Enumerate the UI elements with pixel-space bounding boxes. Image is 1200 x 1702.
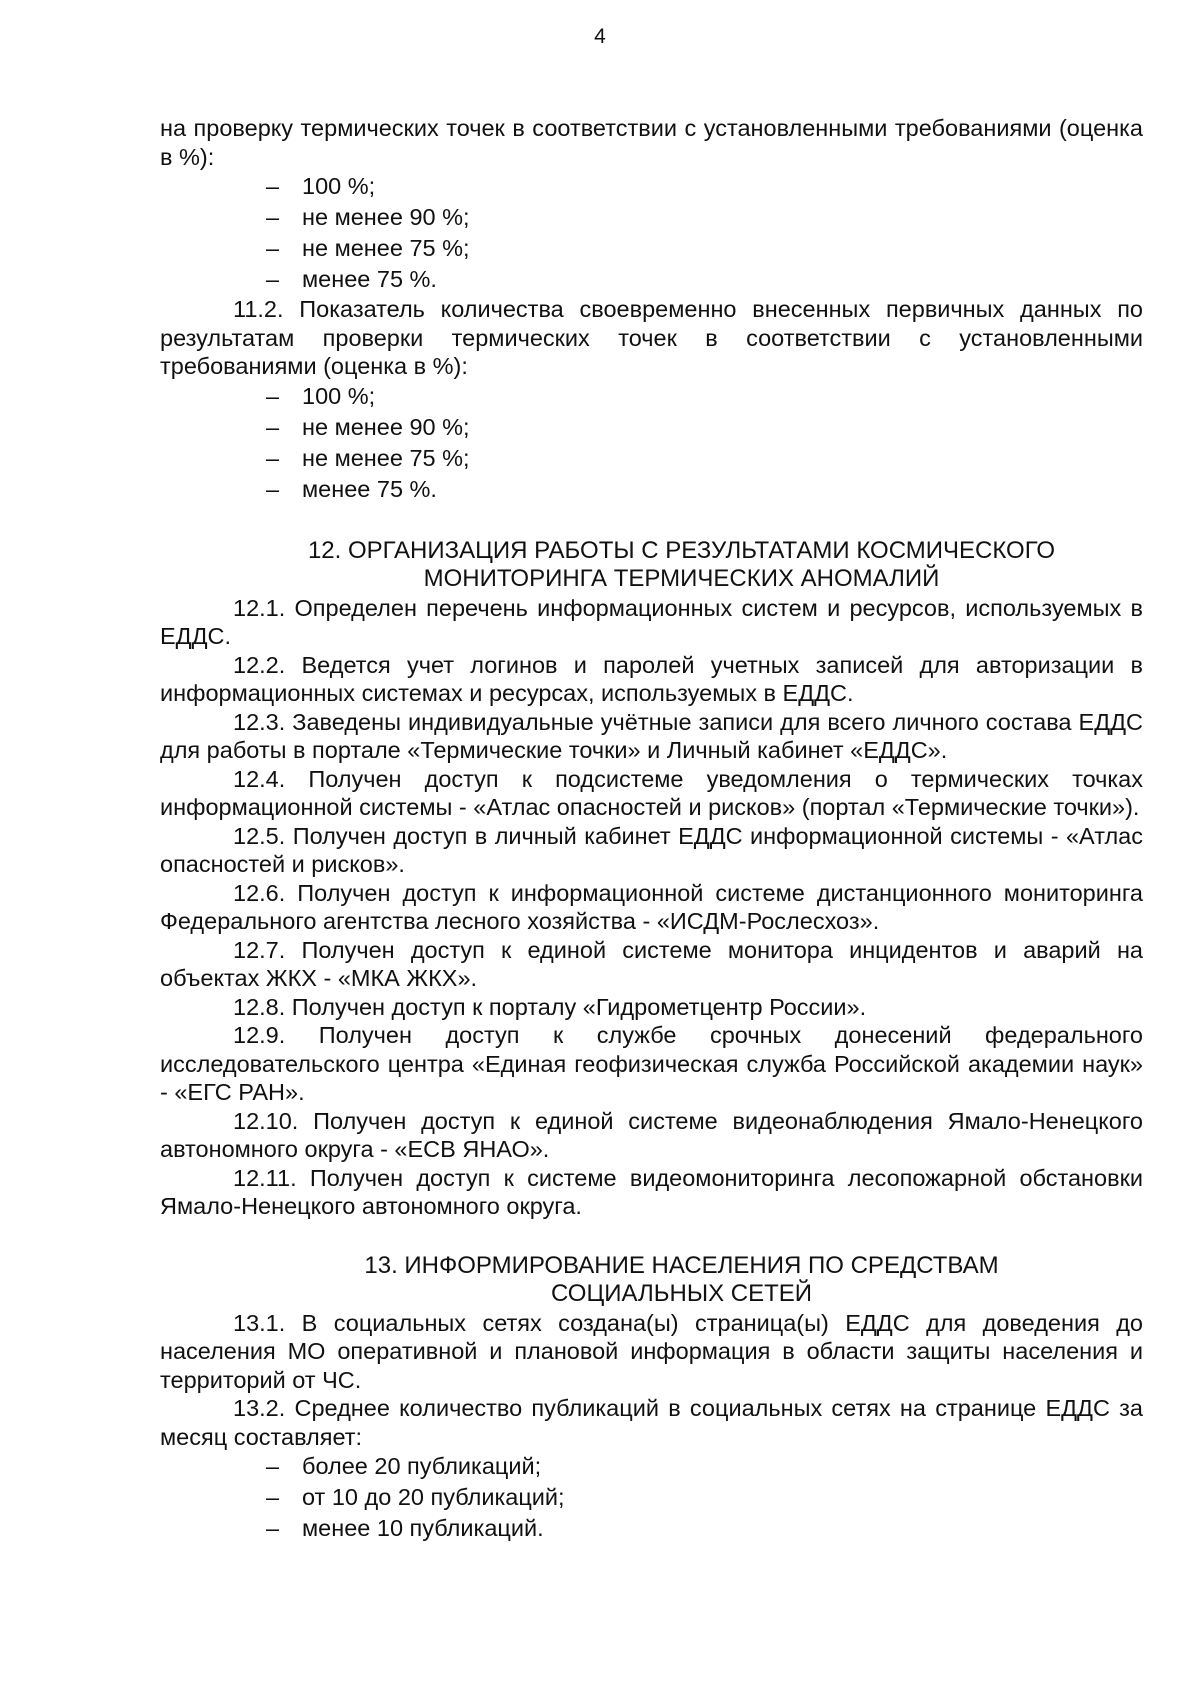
section-12-heading-line-1: 12. ОРГАНИЗАЦИЯ РАБОТЫ С РЕЗУЛЬТАТАМИ КОСМИЧЕСКОГО xyxy=(307,536,1056,564)
dash-marker: – xyxy=(266,173,280,199)
item-13-2-options-list xyxy=(160,1451,1143,1544)
intro-paragraph: на проверку термических точек в соответствии с установленными требованиями (оценка в %): xyxy=(160,115,1143,170)
dash-marker: – xyxy=(266,204,280,230)
page-content xyxy=(160,114,1143,1544)
list-item: – более 20 публикаций; xyxy=(266,1451,1143,1482)
section-13-heading-line-2: СОЦИАЛЬНЫХ СЕТЕЙ xyxy=(550,1280,813,1307)
list-item: – не менее 75 %; xyxy=(266,443,1143,474)
item-11-2-options-list xyxy=(160,381,1143,505)
list-item: – 100 %; xyxy=(266,381,1143,412)
list-item: – не менее 90 %; xyxy=(266,412,1143,443)
dash-marker: – xyxy=(266,1484,280,1510)
dash-marker: – xyxy=(266,444,280,471)
dash-marker: – xyxy=(266,382,280,409)
dash-marker: – xyxy=(266,413,280,440)
item-12-10: 12.10. Получен доступ к единой системе видеонаблюдения Ямало-Ненецкого автономного округа - «ЕСВ ЯНАО». xyxy=(160,1107,1143,1162)
dash-marker: – xyxy=(266,1453,280,1479)
item-12-4: 12.4. Получен доступ к подсистеме уведомления о термических точках информационной системы - «Атлас опасностей и рисков» (портал «Термические точки»). xyxy=(160,765,1143,820)
list-item: – от 10 до 20 публикаций; xyxy=(266,1482,1143,1513)
item-12-5: 12.5. Получен доступ в личный кабинет ЕДДС информационной системы - «Атлас опасностей и рисков». xyxy=(160,822,1143,877)
list-item: – 100 %; xyxy=(266,171,1143,202)
item-13-1: 13.1. В социальных сетях создана(ы) страница(ы) ЕДДС для доведения до населения МО оперативной и плановой информация в области защиты населения и территорий от ЧС. xyxy=(160,1309,1143,1393)
page-number: 4 xyxy=(594,25,606,48)
item-12-3: 12.3. Заведены индивидуальные учётные записи для всего личного состава ЕДДС для работы в портале «Термические точки» и Личный кабинет «ЕДДС». xyxy=(160,708,1143,763)
dash-marker: – xyxy=(266,1515,280,1541)
dash-marker: – xyxy=(266,235,280,261)
item-12-8: 12.8. Получен доступ к порталу «Гидрометцентр России». xyxy=(233,993,867,1020)
item-12-11: 12.11. Получен доступ к системе видеомониторинга лесопожарной обстановки Ямало-Ненецкого автономного округа. xyxy=(160,1164,1143,1219)
item-12-2: 12.2. Ведется учет логинов и паролей учетных записей для авторизации в информационных системах и ресурсах, используемых в ЕДДС. xyxy=(160,651,1143,706)
section-13-heading xyxy=(160,1252,1143,1309)
item-12-6: 12.6. Получен доступ к информационной системе дистанционного мониторинга Федерального агентства лесного хозяйства - «ИСДМ-Рослесхоз». xyxy=(160,879,1143,934)
item-12-7: 12.7. Получен доступ к единой системе монитора инцидентов и аварий на объектах ЖКХ - «МКА ЖКХ». xyxy=(160,936,1143,991)
section-12-heading-line-2: МОНИТОРИНГА ТЕРМИЧЕСКИХ АНОМАЛИЙ xyxy=(423,565,940,592)
dash-marker: – xyxy=(266,266,280,292)
section-13-heading-line-1: 13. ИНФОРМИРОВАНИЕ НАСЕЛЕНИЯ ПО СРЕДСТВАМ xyxy=(364,1251,999,1279)
section-12-heading xyxy=(160,537,1143,594)
list-item: – не менее 90 %; xyxy=(266,202,1143,233)
list-item: – менее 75 %. xyxy=(266,264,1143,295)
dash-marker: – xyxy=(266,475,280,502)
item-12-1: 12.1. Определен перечень информационных систем и ресурсов, используемых в ЕДДС. xyxy=(160,594,1143,649)
item-11-2: 11.2. Показатель количества своевременно внесенных первичных данных по результатам проверки термических точек в соответствии с установленными требованиями (оценка в %): xyxy=(160,296,1143,379)
list-item: – менее 10 публикаций. xyxy=(266,1513,1143,1544)
list-item: – менее 75 %. xyxy=(266,474,1143,505)
intro-options-list xyxy=(160,171,1143,295)
item-12-9: 12.9. Получен доступ к службе срочных донесений федерального исследовательского центра «Единая геофизическая служба Российской академии наук» - «ЕГС РАН». xyxy=(160,1022,1143,1105)
list-item: – не менее 75 %; xyxy=(266,233,1143,264)
item-13-2: 13.2. Среднее количество публикаций в социальных сетях на странице ЕДДС за месяц составляет: xyxy=(160,1395,1143,1450)
